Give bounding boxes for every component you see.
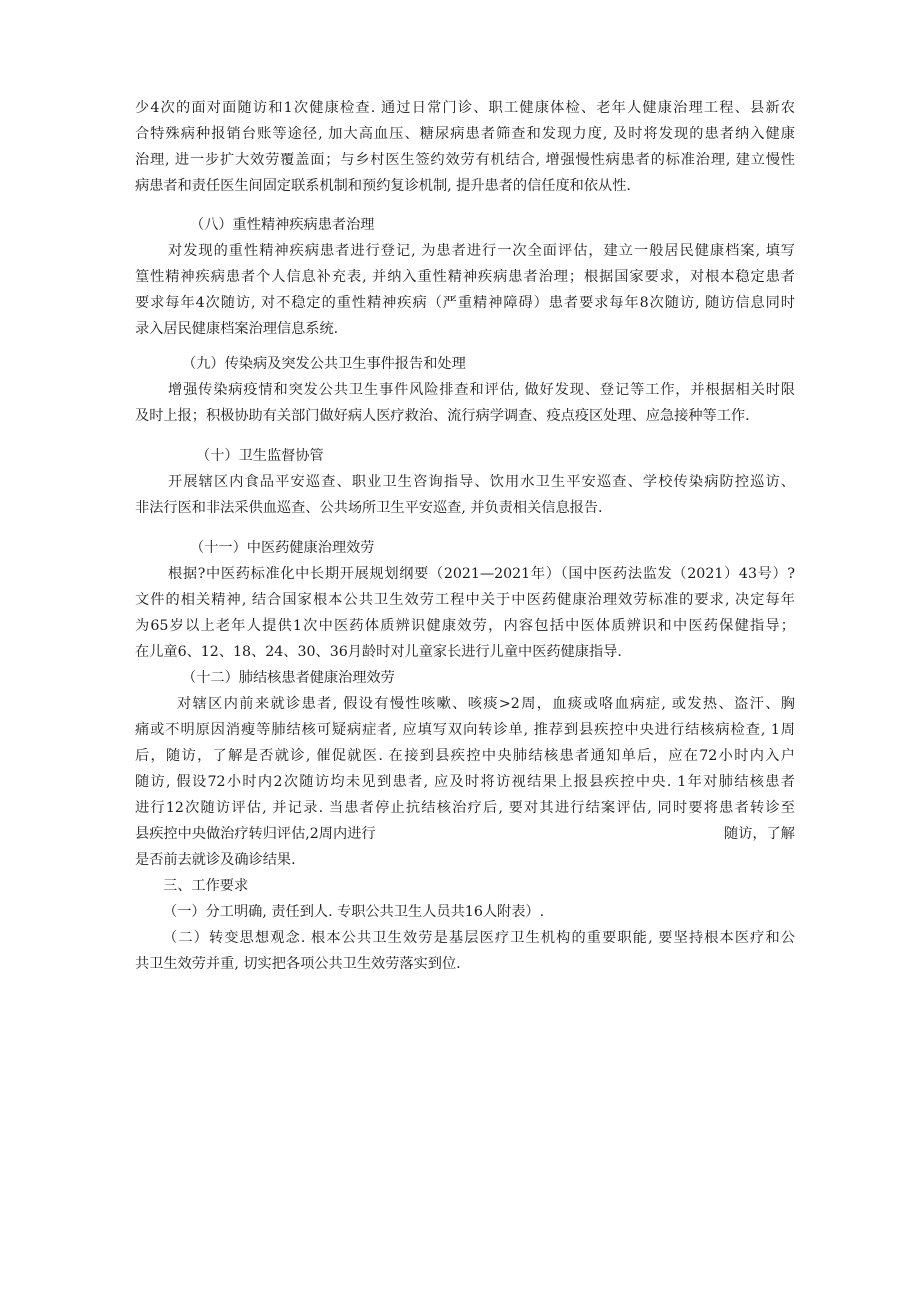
line-right-text: 随访，了解 <box>724 826 795 842</box>
paragraph-line: 在儿童6、12、18、24、30、36月龄时对儿童家长进行儿童中医药健康指导. <box>135 644 622 660</box>
paragraph-line: 痛或不明原因消瘦等肺结核可疑病症者, 应填写双向转诊单, 推荐到县疾控中央进行结核病检查, 1周 <box>135 722 795 738</box>
paragraph-line: 治理, 进一步扩大效劳覆盖面；与乡村医生签约效劳有机结合, 增强慢性病患者的标准治理, 建立慢性 <box>135 152 795 168</box>
paragraph-line: 后，随访，了解是否就诊, 催促就医. 在接到县疾控中央肺结核患者通知单后，应在72小时内入户 <box>135 748 795 764</box>
paragraph-line: 根据?中医药标准化中长期开展规划纲要（2021—2021年）（国中医药法监发（2021）43号）? <box>168 566 795 582</box>
paragraph-line: 篁性精神疾病患者个人信息补充表, 并纳入重性精神疾病患者治理；根据国家要求，对根本稳定患者 <box>135 269 795 285</box>
paragraph-line: 少4次的面对面随访和1次健康检查. 通过日常门诊、职工健康体检、老年人健康治理工程、县新农 <box>135 100 795 116</box>
section-heading: （十二）肺结核患者健康治理效劳 <box>182 670 395 686</box>
paragraph-line: 文件的相关精神, 结合国家根本公共卫生效劳工程中关于中医药健康治理效劳标准的要求, 决定每年 <box>135 592 795 608</box>
paragraph-line: 病患者和责任医生间固定联系机制和预约复诊机制, 提升患者的信任度和依从性. <box>135 178 631 194</box>
paragraph-line-split <box>135 821 795 847</box>
paragraph-line: 对发现的重性精神疾病患者进行登记, 为患者进行一次全面评估，建立一般居民健康档案, 填写 <box>168 243 795 259</box>
paragraph-line: 共卫生效劳并重, 切实把各项公共卫生效劳落实到位. <box>135 956 461 972</box>
paragraph-line: （二）转变思想观念. 根本公共卫生效劳是基层医疗卫生机构的重要职能, 要坚持根本医疗和公 <box>163 930 795 946</box>
section-heading: （九）传染病及突发公共卫生事件报告和处理 <box>182 356 466 372</box>
paragraph-line: 是否前去就诊及确诊结果. <box>135 852 296 868</box>
paragraph-line: （一）分工明确, 责任到人. 专职公共卫生人员共16人附表）. <box>163 904 545 920</box>
paragraph-line: 为65岁以上老年人提供1次中医药体质辨识健康效劳，内容包括中医体质辨识和中医药保健指导； <box>135 618 795 634</box>
section-heading: （十一）中医药健康治理效劳 <box>190 540 375 556</box>
paragraph-line: 及时上报；积极协助有关部门做好病人医疗救治、流行病学调查、疫点疫区处理、应急接种等工作. <box>135 408 750 424</box>
paragraph-line: 非法行医和非法采供血巡查、公共场所卫生平安巡查, 并负责相关信息报告. <box>135 500 603 516</box>
paragraph-line: 开展辖区内食品平安巡查、职业卫生咨询指导、饮用水卫生平安巡查、学校传染病防控巡访、 <box>168 474 795 490</box>
part-heading: 三、工作要求 <box>163 878 249 894</box>
section-heading: （八）重性精神疾病患者治理 <box>190 217 375 233</box>
paragraph-line: 进行12次随访评估, 并记录. 当患者停止抗结核治疗后, 要对其进行结案评估, 同时要将患者转诊至 <box>135 800 795 816</box>
paragraph-line: 录入居民健康档案治理信息系统. <box>135 321 339 337</box>
paragraph-line: 要求每年4次随访, 对不稳定的重性精神疾病（严重精神障碍）患者要求每年8次随访, 随访信息同时 <box>135 295 795 311</box>
section-heading: （十）卫生监督协管 <box>196 448 324 464</box>
paragraph-line: 合特殊病种报销台账等途径, 加大高血压、糖尿病患者筛查和发现力度, 及时将发现的患者纳入健康 <box>135 126 795 142</box>
paragraph-line: 对辖区内前来就诊患者, 假设有慢性咳嗽、咳痰>2周，血痰或咯血病症, 或发热、盗汗、胸 <box>177 696 795 712</box>
line-left-text: 县疾控中央做治疗转归评估,2周内进行 <box>135 826 376 842</box>
paragraph-line: 增强传染病疫情和突发公共卫生事件风险排查和评估, 做好发现、登记等工作，并根据相关时限 <box>168 382 795 398</box>
paragraph-line: 随访, 假设72小时内2次随访均未见到患者, 应及时将访视结果上报县疾控中央. 1年对肺结核患者 <box>135 774 795 790</box>
